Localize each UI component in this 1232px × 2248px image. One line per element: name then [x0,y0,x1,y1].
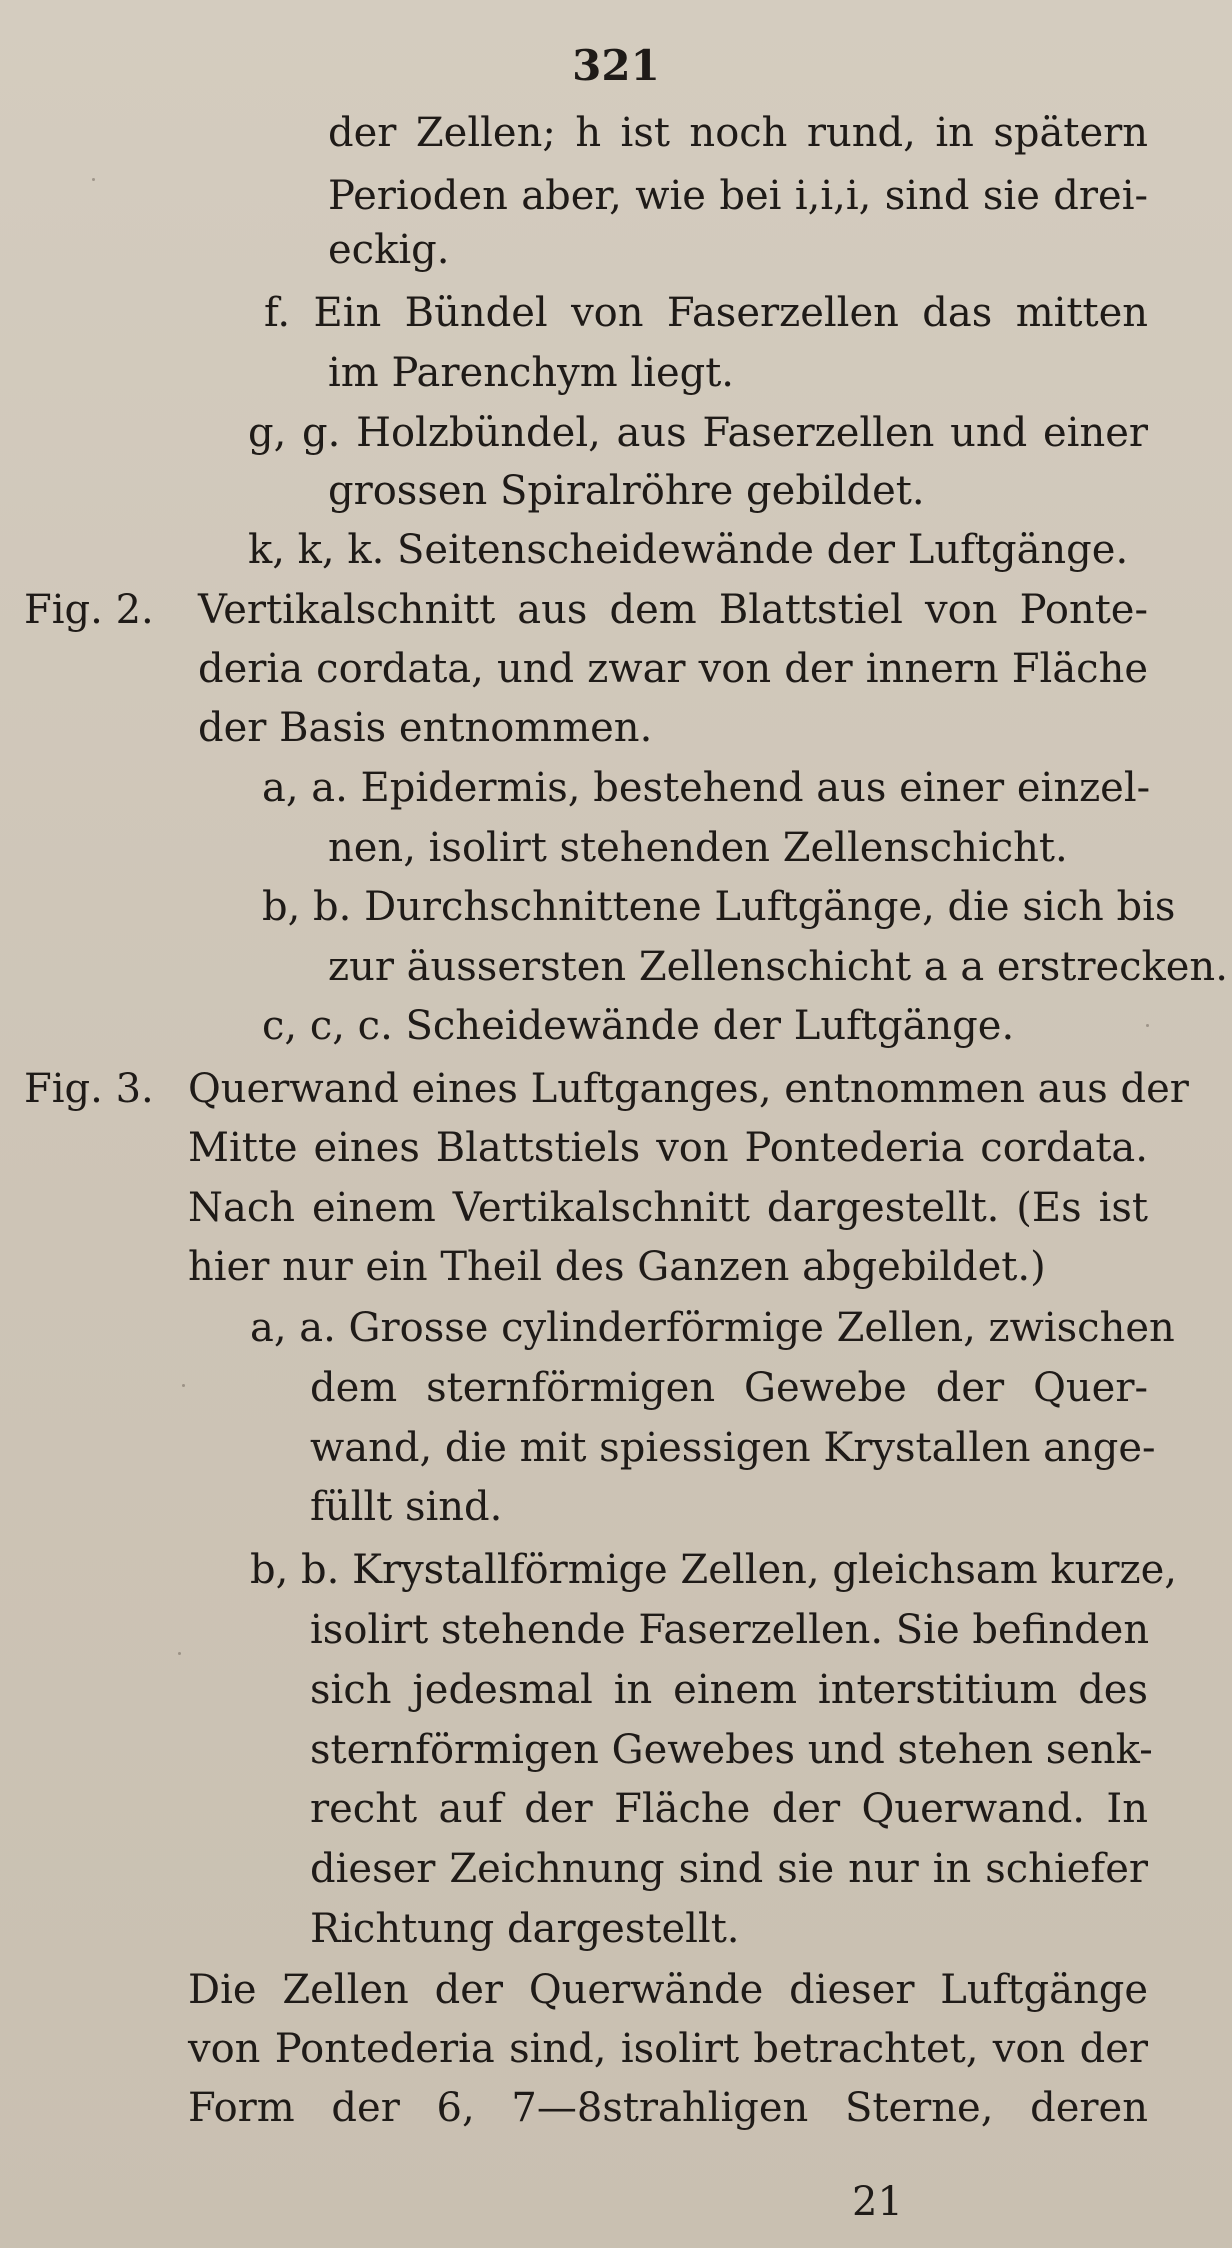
figure-label: Fig. 2. [24,587,154,633]
text-line: hier nur ein Theil des Ganzen abgebildet.) [188,1244,1046,1290]
signature-mark: 21 [852,2179,903,2225]
text-line: isolirt stehende Faserzellen. Sie befinden [310,1607,1150,1653]
text-line: f. Ein Bündel von Faserzellen das mitten [264,290,1148,336]
text-line: b, b. Krystallförmige Zellen, gleichsam kurze, [250,1547,1177,1593]
paper-speck [1146,1024,1149,1027]
text-line: grossen Spiralröhre gebildet. [328,468,925,514]
text-line: b, b. Durchschnittene Luftgänge, die sich bis [262,884,1176,930]
text-line: recht auf der Fläche der Querwand. In [310,1786,1148,1832]
text-line: Perioden aber, wie bei i,i,i, sind sie drei- [328,173,1148,219]
text-line: Nach einem Vertikalschnitt dargestellt. (Es ist [188,1185,1148,1231]
text-line: eckig. [328,227,450,273]
text-line: dem sternförmigen Gewebe der Quer- [310,1365,1148,1411]
text-line: der Basis entnommen. [198,705,653,751]
paper-speck [178,1652,181,1655]
text-line: füllt sind. [310,1484,503,1530]
text-line: Querwand eines Luftganges, entnommen aus der [188,1066,1189,1112]
paper-speck [92,178,95,181]
page-number: 321 [572,41,660,90]
text-line: zur äussersten Zellenschicht a a erstrecken. [328,944,1228,990]
text-line: von Pontederia sind, isolirt betrachtet, von der [188,2026,1148,2072]
text-line: sich jedesmal in einem interstitium des [310,1667,1148,1713]
text-line: im Parenchym liegt. [328,350,735,396]
figure-label: Fig. 3. [24,1066,154,1112]
text-line: a, a. Epidermis, bestehend aus einer einzel- [262,765,1151,811]
text-line: Mitte eines Blattstiels von Pontederia cordata. [188,1125,1148,1171]
text-line: Form der 6, 7—8strahligen Sterne, deren [188,2085,1148,2131]
text-line: sternförmigen Gewebes und stehen senk- [310,1727,1153,1773]
text-line: dieser Zeichnung sind sie nur in schiefer [310,1846,1148,1892]
text-line: c, c, c. Scheidewände der Luftgänge. [262,1003,1015,1049]
text-line: nen, isolirt stehenden Zellenschicht. [328,825,1068,871]
text-line: der Zellen; h ist noch rund, in spätern [328,110,1148,156]
paper-speck [182,1384,185,1387]
text-line: Richtung dargestellt. [310,1906,740,1952]
text-line: a, a. Grosse cylinderförmige Zellen, zwischen [250,1305,1175,1351]
text-line: deria cordata, und zwar von der innern Fläche [198,646,1148,692]
text-line: wand, die mit spiessigen Krystallen ange- [310,1425,1156,1471]
text-line: g, g. Holzbündel, aus Faserzellen und einer [248,410,1148,456]
text-line: k, k, k. Seitenscheidewände der Luftgänge. [248,527,1129,573]
text-line: Die Zellen der Querwände dieser Luftgänge [188,1967,1148,2013]
text-line: Vertikalschnitt aus dem Blattstiel von Ponte- [198,587,1148,633]
